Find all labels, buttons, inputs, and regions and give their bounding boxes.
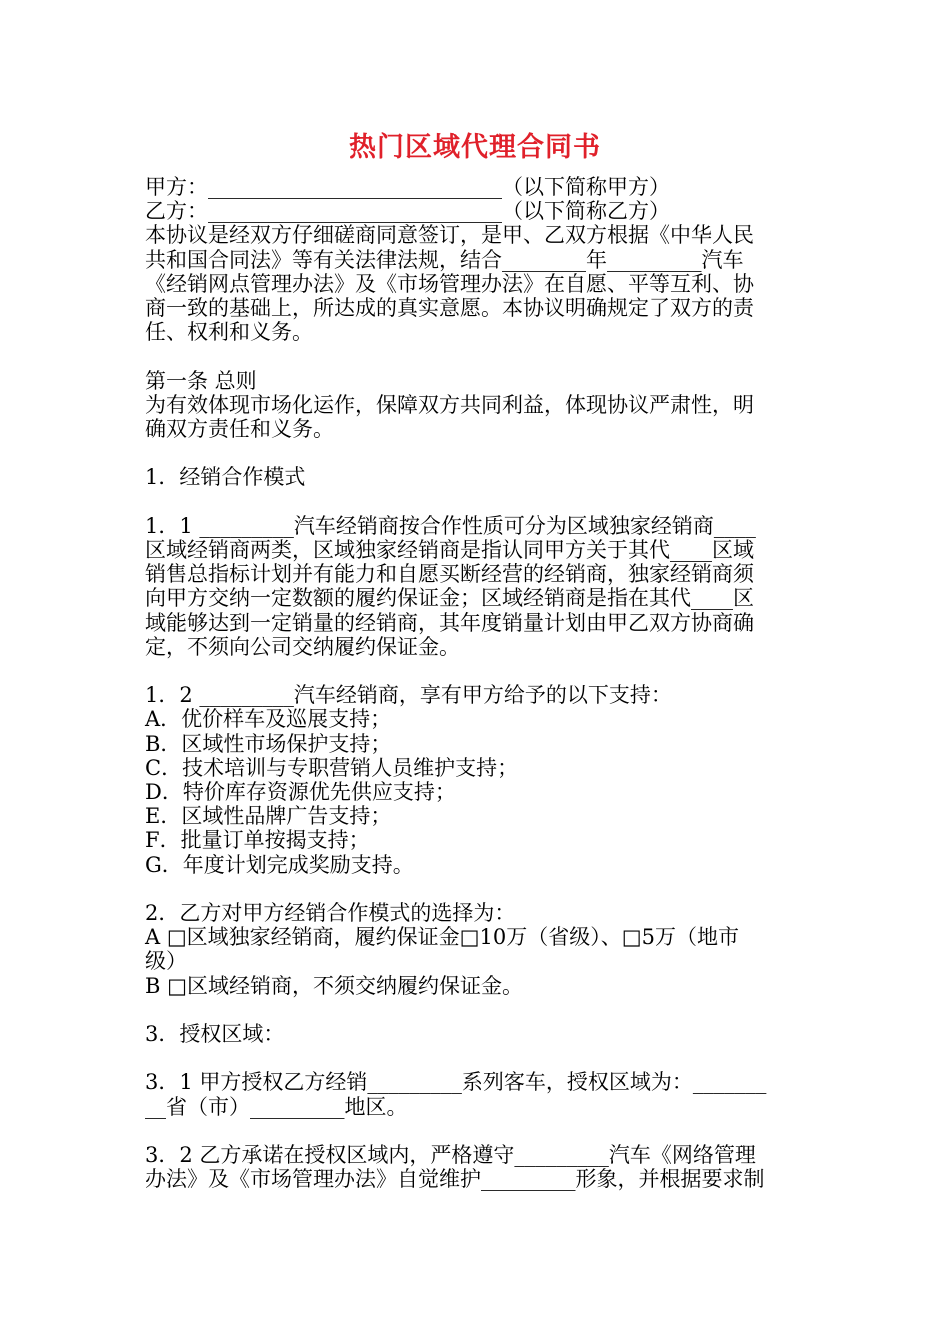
blank-line (145, 1046, 810, 1070)
text-line: B □区域经销商，不须交纳履约保证金。 (145, 973, 523, 998)
text-line: C．技术培训与专职营销人员维护支持； (145, 755, 519, 780)
text-line: 办法》及《市场管理办法》自觉维护_________形象，并根据要求制 (145, 1167, 765, 1192)
document-body (145, 175, 810, 1191)
blank-line (145, 998, 810, 1022)
text-line: 定，不须向公司交纳履约保证金。 (145, 634, 460, 659)
blank-line (145, 659, 810, 683)
text-line: 商一致的基础上，所达成的真实意愿。本协议明确规定了双方的责 (145, 296, 754, 321)
text-line: 1．经销合作模式 (145, 465, 306, 490)
text-line: B．区域性市场保护支持； (145, 731, 392, 756)
blank-line (145, 1119, 810, 1143)
text-line: 3．授权区域： (145, 1022, 285, 1047)
text-line: 级） (145, 949, 187, 974)
text-line: 3．1 甲方授权乙方经销_________系列客车，授权区域为：_______ (145, 1070, 767, 1095)
text-line: 区域经销商两类，区域独家经销商是指认同甲方关于其代____区域 (145, 538, 754, 562)
text-line: 确双方责任和义务。 (145, 417, 334, 442)
text-line: 销售总指标计划并有能力和自愿买断经营的经销商，独家经销商须 (145, 562, 754, 587)
text-line: 任、权利和义务。 (145, 320, 313, 345)
text-line: 1．1 _________汽车经销商按合作性质可分为区域独家经销商____ (145, 513, 756, 538)
text-line: __省（市）_________地区。 (145, 1094, 408, 1119)
text-line: 本协议是经双方仔细磋商同意签订，是甲、乙双方根据《中华人民 (145, 223, 754, 248)
text-line: 为有效体现市场化运作，保障双方共同利益，体现协议严肃性，明 (145, 392, 754, 417)
text-line: 3．2 乙方承诺在授权区域内，严格遵守_________汽车《网络管理 (145, 1143, 756, 1167)
blank-line (145, 877, 810, 901)
text-line: F．批量订单按揭支持； (145, 828, 370, 853)
text-line: 向甲方交纳一定数额的履约保证金；区域经销商是指在其代____区 (145, 586, 754, 611)
text-line: 共和国合同法》等有关法律法规，结合________年_________汽车 (145, 247, 744, 272)
blank-line (145, 441, 810, 465)
text-line: 第一条 总则 (145, 368, 257, 393)
text-line: 2．乙方对甲方经销合作模式的选择为： (145, 901, 516, 926)
text-line: G．年度计划完成奖励支持。 (145, 852, 414, 877)
text-line: 甲方：____________________________（以下简称甲方） (145, 175, 670, 199)
text-line: 1．2 _________汽车经销商，享有甲方给予的以下支持： (145, 683, 672, 708)
document-title: 热门区域代理合同书 (349, 132, 601, 163)
blank-line (145, 490, 810, 514)
text-line: 《经销网点管理办法》及《市场管理办法》在自愿、平等互利、协 (145, 271, 754, 296)
text-line: E．区域性品牌广告支持； (145, 804, 392, 829)
text-line: 域能够达到一定销量的经销商，其年度销量计划由甲乙双方协商确 (145, 610, 754, 635)
text-line: D．特价库存资源优先供应支持； (145, 780, 456, 805)
text-line: A．优价样车及巡展支持； (145, 707, 392, 732)
blank-line (145, 344, 810, 368)
text-line: 乙方：____________________________（以下简称乙方） (145, 199, 670, 224)
text-line: A □区域独家经销商，履约保证金□10万（省级）、□5万（地市 (145, 925, 739, 950)
